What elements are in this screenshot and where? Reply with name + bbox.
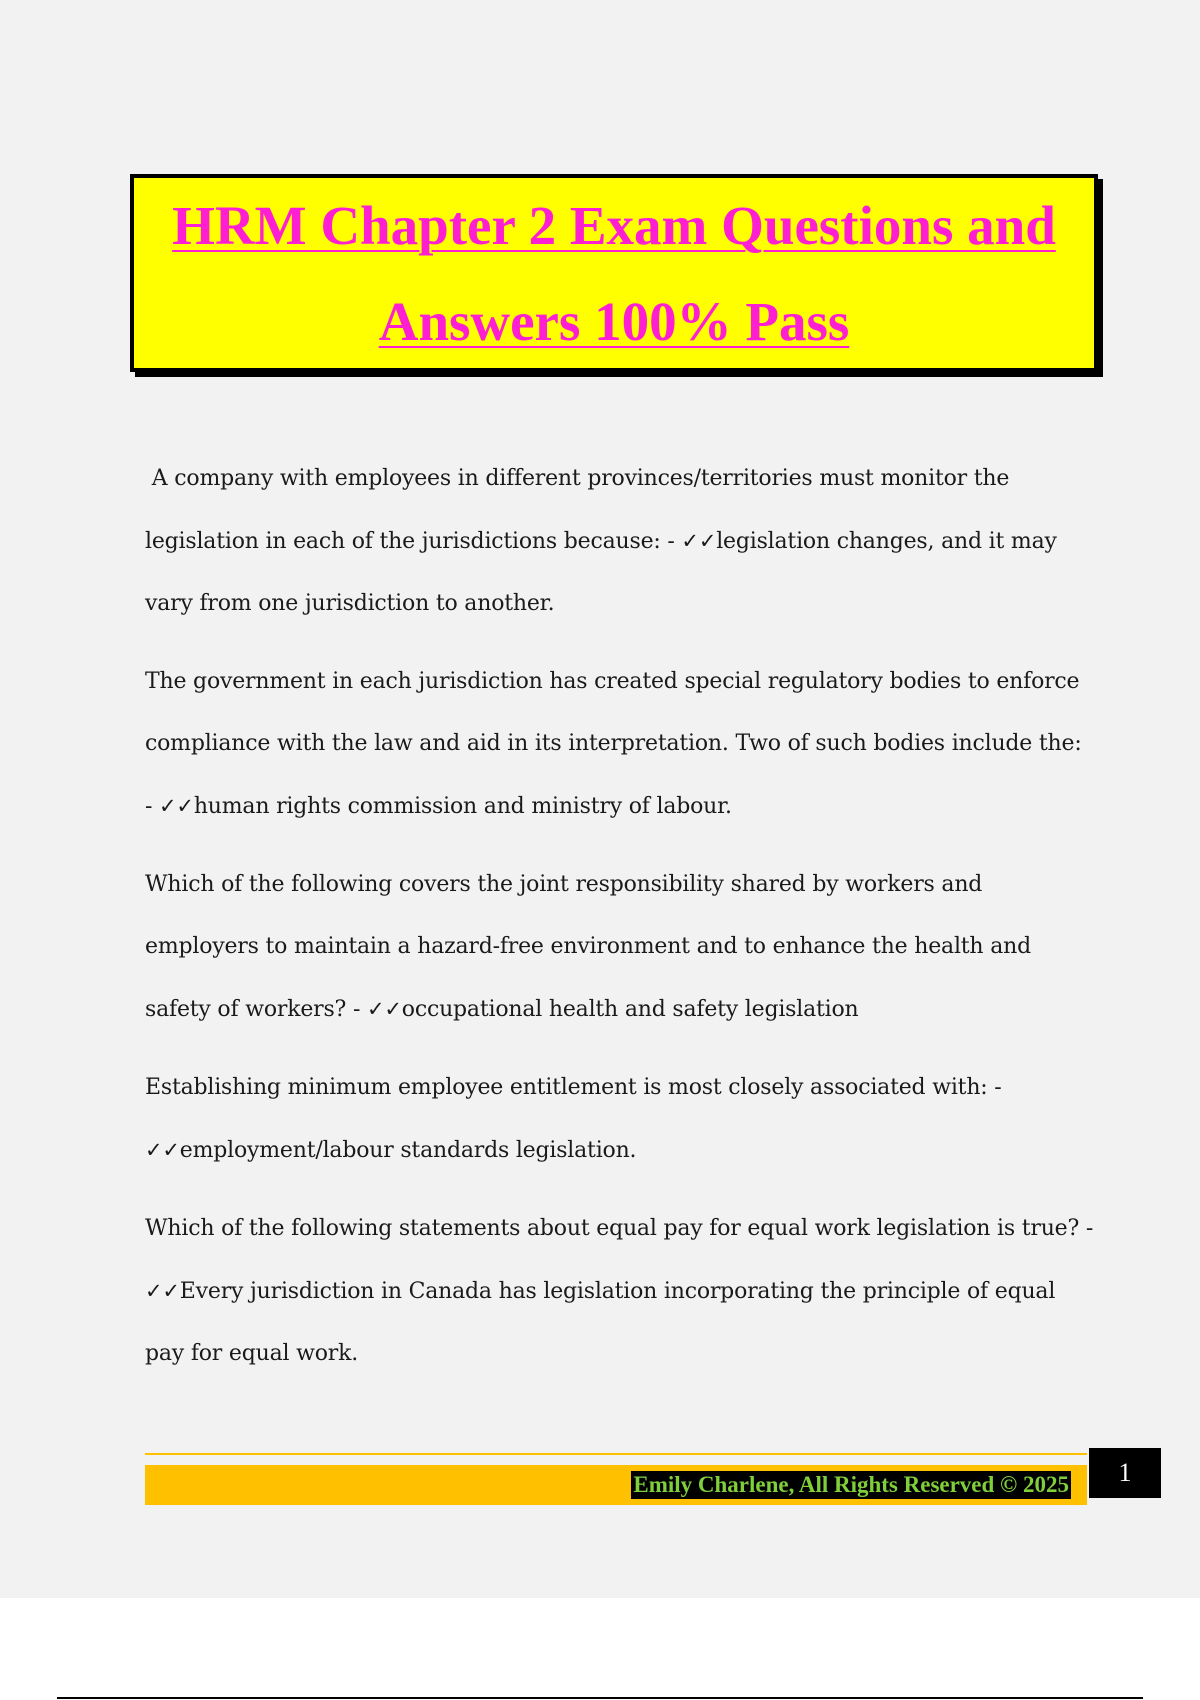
answer-text: employment/labour standards legislation. bbox=[179, 1138, 637, 1163]
bottom-divider bbox=[57, 1697, 1143, 1699]
qa-item bbox=[145, 651, 1095, 838]
answer-text: Every jurisdiction in Canada has legislation incorporating the principle of equal pay for equal work. bbox=[145, 1279, 1056, 1366]
double-check-icon: ✓✓ bbox=[159, 794, 194, 818]
question-text: Establishing minimum employee entitlement is most closely associated with: - bbox=[145, 1075, 1002, 1100]
double-check-icon: ✓✓ bbox=[681, 529, 717, 553]
qa-item bbox=[145, 448, 1095, 635]
page-number: 1 bbox=[1089, 1448, 1161, 1498]
footer-bar bbox=[145, 1465, 1087, 1505]
qa-item bbox=[145, 854, 1095, 1041]
double-check-icon: ✓✓ bbox=[145, 1138, 180, 1162]
qa-item bbox=[145, 1057, 1095, 1182]
double-check-icon: ✓✓ bbox=[145, 1279, 180, 1303]
qa-list bbox=[145, 448, 1095, 1401]
answer-text: human rights commission and ministry of labour. bbox=[193, 794, 732, 819]
qa-item bbox=[145, 1198, 1095, 1385]
question-text: Which of the following statements about equal pay for equal work legislation is true? - bbox=[145, 1216, 1094, 1241]
answer-text: legislation changes, and it may vary from one jurisdiction to another. bbox=[145, 529, 1057, 616]
title-line-1: HRM Chapter 2 Exam Questions and bbox=[172, 195, 1056, 256]
question-text: Which of the following covers the joint responsibility shared by workers and employers to maintain a hazard-free environment and to enhance the health and safety of workers? - bbox=[145, 872, 1031, 1022]
question-text: A company with employees in different provinces/territories must monitor the legislation in each of the jurisdictions because: - bbox=[145, 466, 1010, 554]
footer-copyright: Emily Charlene, All Rights Reserved © 2025 bbox=[633, 1472, 1069, 1497]
answer-text: occupational health and safety legislation bbox=[401, 997, 859, 1022]
title-box bbox=[130, 174, 1098, 372]
double-check-icon: ✓✓ bbox=[366, 997, 402, 1021]
question-text: The government in each jurisdiction has created special regulatory bodies to enforce compliance with the law and aid in its interpretation. Two of such bodies include the: - bbox=[145, 669, 1082, 819]
footer-divider bbox=[145, 1453, 1087, 1455]
title-line-2: Answers 100% Pass bbox=[378, 291, 850, 352]
